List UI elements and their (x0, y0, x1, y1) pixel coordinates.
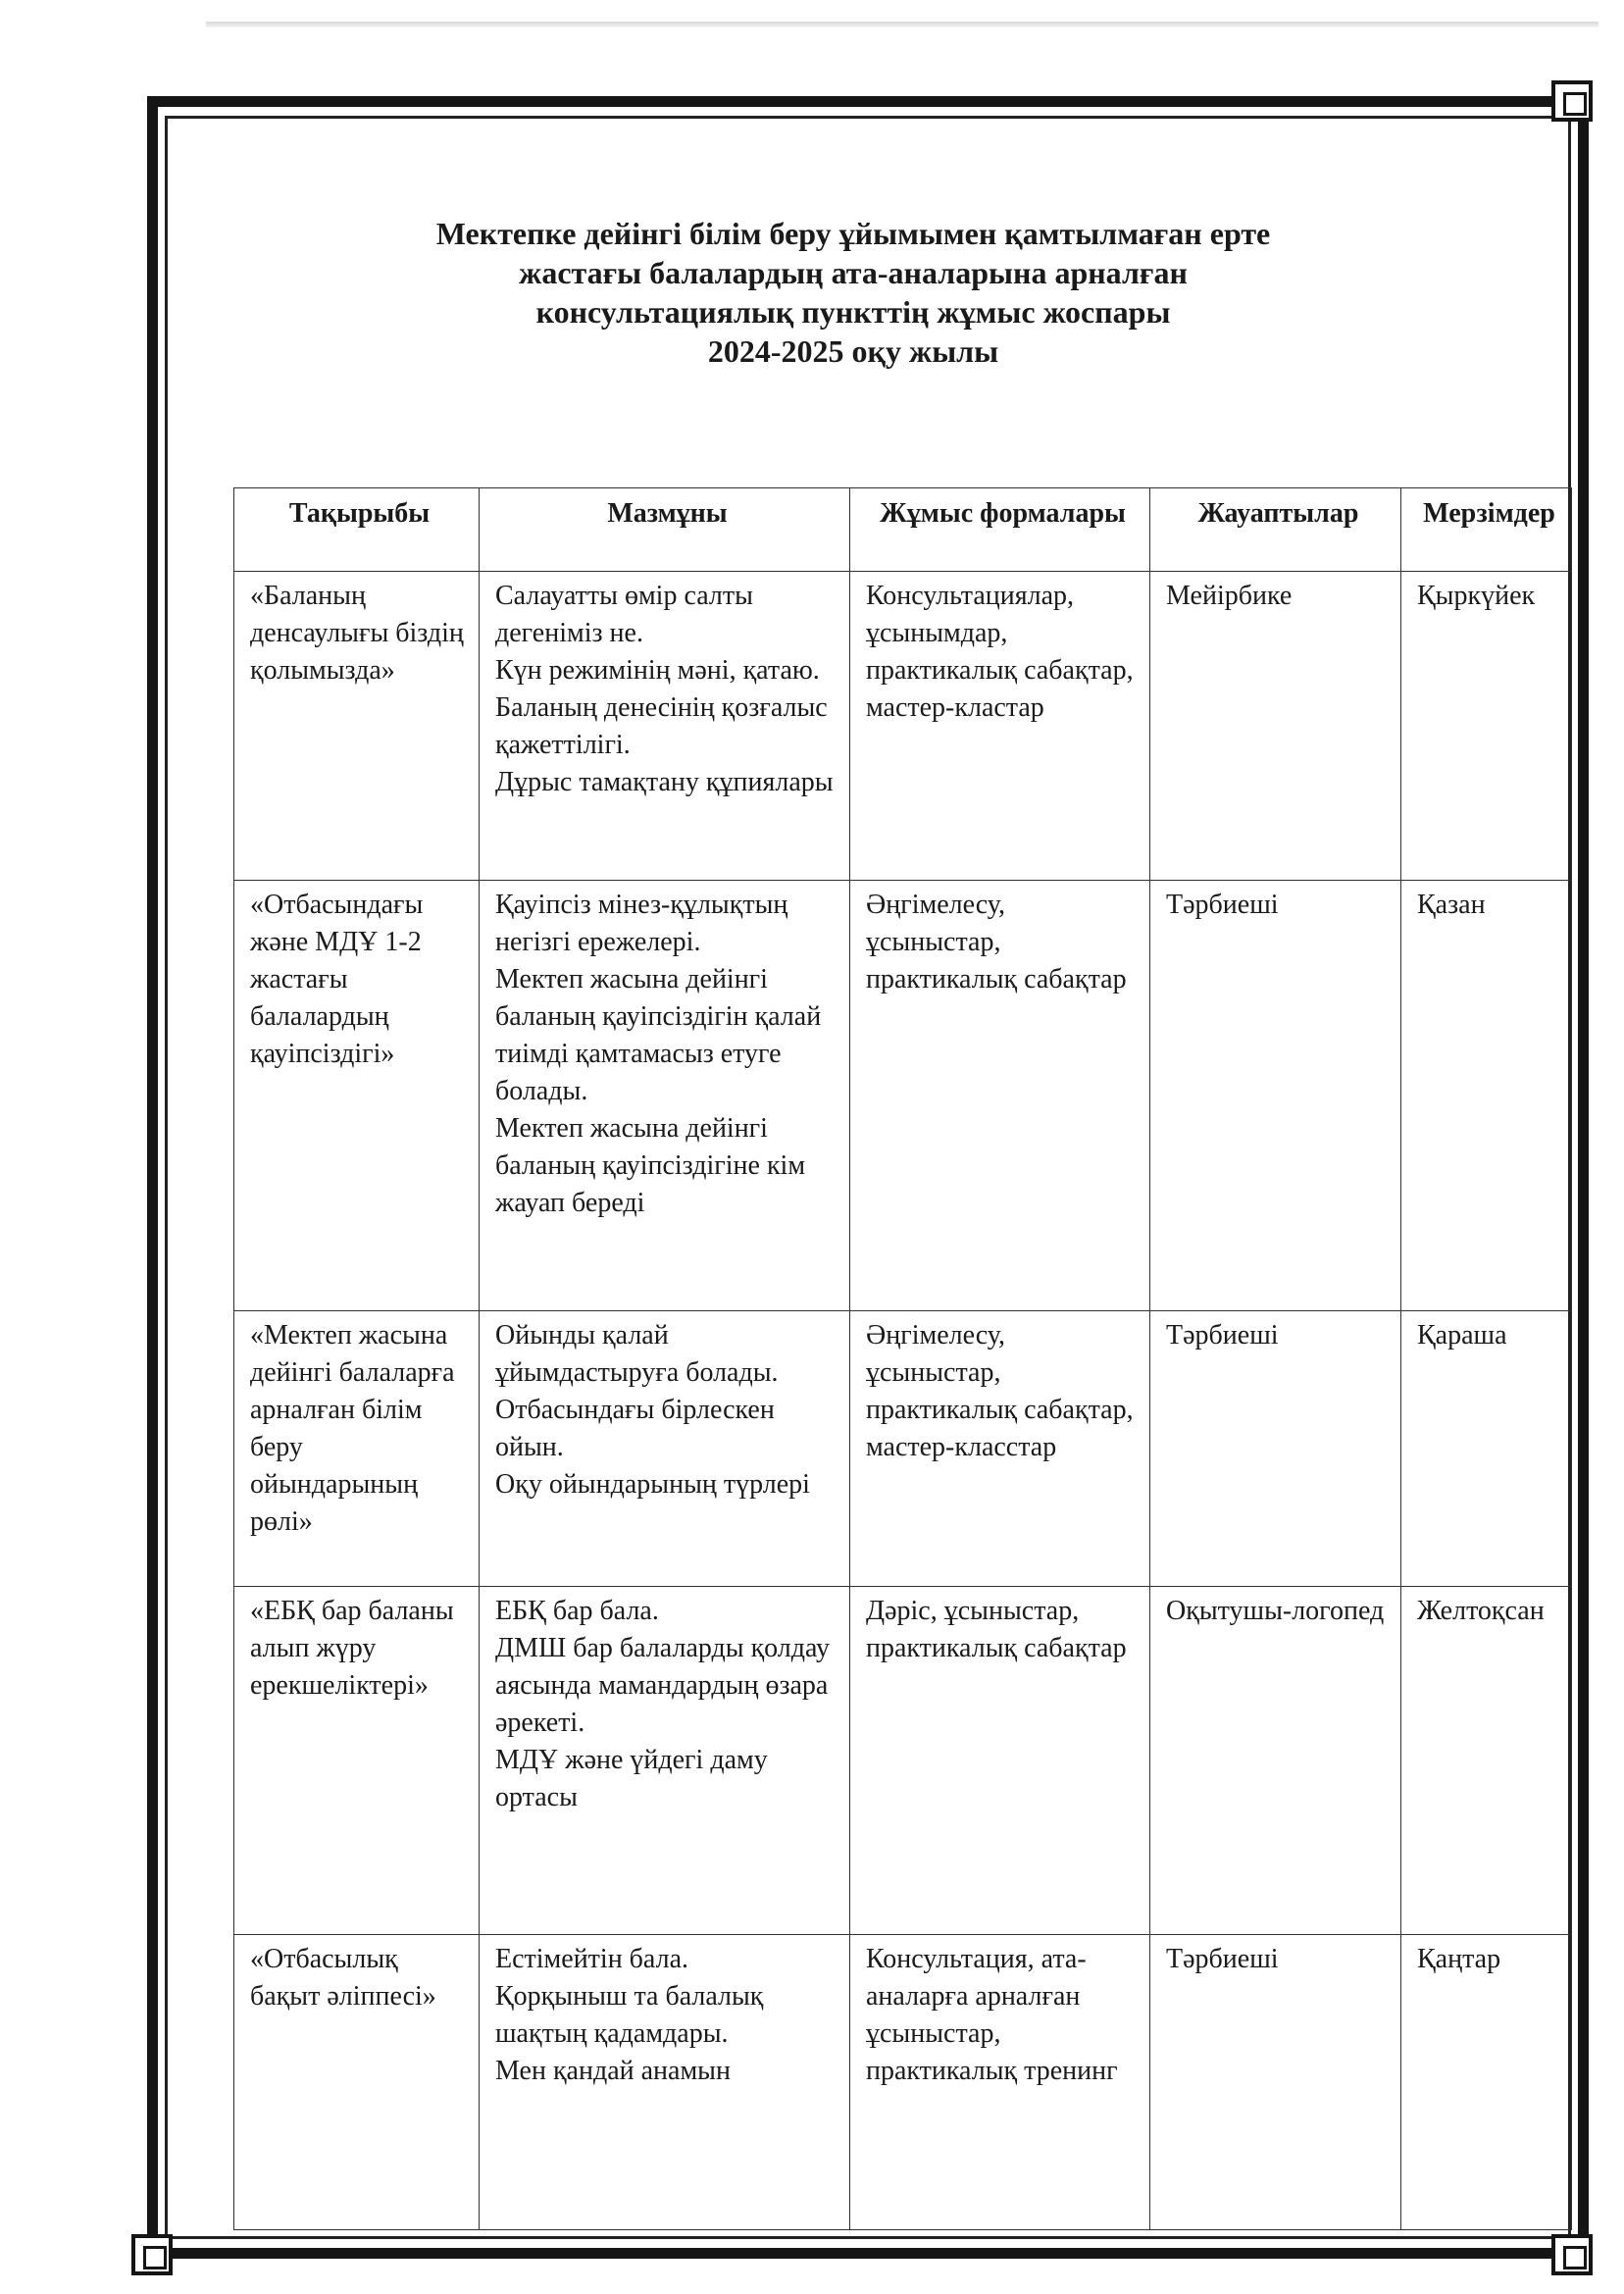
term-cell: Қыркүйек (1401, 572, 1572, 881)
content-line: Қорқыныш та балалық шақтың қадамдары. (495, 1981, 764, 2049)
border-corner-ornament (1551, 80, 1593, 122)
responsible-cell: Оқытушы-логопед (1150, 1587, 1401, 1935)
topic-cell: «Баланың денсаулығы біздің қолымызда» (234, 572, 480, 881)
forms-cell: Әңгімелесу, ұсыныстар, практикалық сабақтар (850, 881, 1150, 1311)
title-line-1: Мектепке дейінгі білім беру ұйымымен қамтылмаған ерте (435, 216, 1271, 251)
content-line: Мен қандай анамын (495, 2056, 731, 2086)
header-content: Мазмұны (480, 488, 850, 572)
topic-cell: «ЕБҚ бар баланы алып жүру ерекшеліктері» (234, 1587, 480, 1935)
content-line: МДҰ және үйдегі даму ортасы (495, 1745, 768, 1812)
content-line: Баланың денесінің қозғалыс қажеттілігі. (495, 692, 828, 760)
table-row (234, 1311, 1572, 1587)
content-line: Күн режимінің мәні, қатаю. (495, 655, 820, 686)
table-row (234, 1587, 1572, 1935)
term-cell: Қаңтар (1401, 1935, 1572, 2230)
content-line: ДМШ бар балаларды қолдау аясында мамандардың өзара әрекеті. (495, 1633, 831, 1738)
content-cell (480, 572, 850, 881)
scan-edge-shadow (206, 22, 1599, 27)
content-cell (480, 1587, 850, 1935)
table-header-row (234, 488, 1572, 572)
topic-cell: «Мектеп жасына дейінгі балаларға арналған білім беру ойындарының рөлі» (234, 1311, 480, 1587)
border-corner-ornament (131, 2234, 173, 2275)
responsible-cell: Тәрбиеші (1150, 1935, 1401, 2230)
forms-cell: Консультация, ата-аналарға арналған ұсыныстар, практикалық тренинг (850, 1935, 1150, 2230)
header-term: Мерзімдер (1401, 488, 1572, 572)
table-row (234, 572, 1572, 881)
title-line-4: 2024-2025 оқу жылы (707, 333, 999, 369)
content-line: Дұрыс тамақтану құпиялары (495, 767, 834, 797)
content-line: Оқу ойындарының түрлері (495, 1469, 810, 1500)
content-line: ЕБҚ бар бала. (495, 1596, 659, 1626)
content-line: Отбасындағы бірлескен ойын. (495, 1395, 775, 1462)
header-topic: Тақырыбы (234, 488, 480, 572)
content-line: Салауатты өмір салты дегеніміз не. (495, 581, 753, 648)
term-cell: Қазан (1401, 881, 1572, 1311)
work-plan-table (233, 487, 1572, 2230)
title-line-2: жастағы балалардың ата-аналарына арналған (519, 255, 1188, 290)
content-cell (480, 1935, 850, 2230)
term-cell: Желтоқсан (1401, 1587, 1572, 1935)
header-forms: Жұмыс формалары (850, 488, 1150, 572)
content-line: Қауіпсіз мінез-құлықтың негізгі ережелері. (495, 890, 788, 957)
content-line: Естімейтін бала. (495, 1944, 688, 1974)
document-title (226, 214, 1481, 371)
forms-cell: Консультациялар, ұсынымдар, практикалық сабақтар, мастер-кластар (850, 572, 1150, 881)
responsible-cell: Мейірбике (1150, 572, 1401, 881)
title-line-3: консультациялық пункттің жұмыс жоспары (535, 294, 1171, 330)
table-row (234, 1935, 1572, 2230)
border-corner-ornament (1551, 2234, 1593, 2275)
content-cell (480, 881, 850, 1311)
content-line: Мектеп жасына дейінгі баланың қауіпсіздігіне кім жауап береді (495, 1113, 806, 1218)
content-line: Ойынды қалай ұйымдастыруға болады. (495, 1320, 779, 1388)
forms-cell: Әңгімелесу, ұсыныстар, практикалық сабақтар, мастер-класстар (850, 1311, 1150, 1587)
table-row (234, 881, 1572, 1311)
content-cell (480, 1311, 850, 1587)
responsible-cell: Тәрбиеші (1150, 1311, 1401, 1587)
responsible-cell: Тәрбиеші (1150, 881, 1401, 1311)
topic-cell: «Отбасылық бақыт әліппесі» (234, 1935, 480, 2230)
forms-cell: Дәріс, ұсыныстар, практикалық сабақтар (850, 1587, 1150, 1935)
header-responsible: Жауаптылар (1150, 488, 1401, 572)
content-line: Мектеп жасына дейінгі баланың қауіпсіздігін қалай тиімді қамтамасыз етуге болады. (495, 964, 822, 1106)
term-cell: Қараша (1401, 1311, 1572, 1587)
topic-cell: «Отбасындағы және МДҰ 1-2 жастағы балалардың қауіпсіздігі» (234, 881, 480, 1311)
